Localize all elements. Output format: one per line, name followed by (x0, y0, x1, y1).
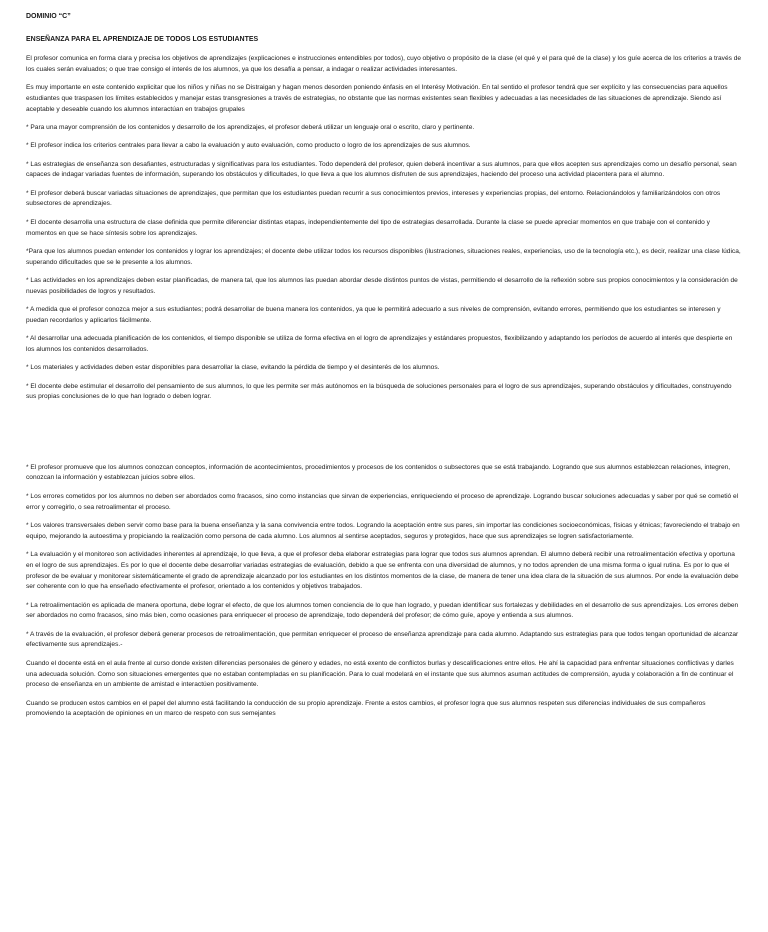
paragraph: * Los valores transversales deben servir como base para la buena enseñanza y la sana convivencia entre todos. Logrando la aceptación entre sus pares, sin importar las condiciones socioeconómicas, físicas y étnicas; favoreciendo el trabajo en equipo, mejorando la autoestima y propiciando la realización como persona de cada alumno. Los alumnos al sentirse aceptados, seguros y protegidos, hace que sus aprendizajes se logren satisfactoriamente. (26, 521, 740, 540)
paragraph: Cuando el docente está en el aula frente al curso donde existen diferencias personales de género y edades, no está exento de conflictos burlas y descalificaciones entre ellos. He ahí la capacidad para enfrentar situaciones conflictivas y darles una adecuada solución. Como son situaciones emergentes que no estaban contempladas en su planificación. Para lo cual modelará en el instante que sus alumnos asuman actitudes de comprensión, ayuda y colaboración a fin de continuar el proceso de enseñanza en un ambiente de amistad e interactúen positivamente. (26, 659, 734, 689)
paragraph: * El docente debe estimular el desarrollo del pensamiento de sus alumnos, lo que les permite ser más autónomos en la búsqueda de soluciones personales para el logro de sus aprendizajes, superando obstáculos y dificultades, construyendo sus propias conclusiones de lo que han logrado o deben lograr. (26, 382, 732, 401)
paragraph: * El profesor deberá buscar variadas situaciones de aprendizajes, que permitan que los estudiantes puedan recurrir a sus conocimientos previos, intereses y experiencias propias, del entorno. Relacionándolos y familiarizándolos con otros subsectores de aprendizajes. (26, 189, 721, 208)
paragraph: * El profesor indica los criterios centrales para llevar a cabo la evaluación y auto evaluación, como producto o logro de los aprendizajes de sus alumnos. (26, 142, 471, 150)
paragraph: * Los errores cometidos por los alumnos no deben ser abordados como fracasos, sino como instancias que sirvan de experiencias, enriqueciendo el proceso de aprendizaje. Logrando buscar soluciones adecuadas y saber por qué se cometió el error y corregirlo, o sea retroalimentar el proceso. (26, 492, 739, 511)
section-one (26, 54, 742, 403)
paragraph: * Las estrategias de enseñanza son desafiantes, estructuradas y significativas para los estudiantes. Todo dependerá del profesor, quien deberá incentivar a sus alumnos, para que ellos acepten sus aprendizajes como un desafío personal, sean capaces de indagar variadas fuentes de información, superando los obstáculos y dificultades, lo que lleva a que los alumnos disfruten de sus aprendizajes, haciendo del proceso una actividad placentera para el alumno. (26, 160, 737, 179)
paragraph: * Los materiales y actividades deben estar disponibles para desarrollar la clase, evitando la pérdida de tiempo y el desinterés de los alumnos. (26, 364, 440, 372)
paragraph: * A través de la evaluación, el profesor deberá generar procesos de retroalimentación, que permitan enriquecer el proceso de enseñanza aprendizaje para cada alumno. Adaptando sus estrategias para que todos tengan oportunidad de alcanzar efectivamente sus aprendizajes.- (26, 630, 739, 649)
section-two (26, 463, 742, 721)
paragraph: * A medida que el profesor conozca mejor a sus estudiantes; podrá desarrollar de buena manera los contenidos, ya que le permitirá adecuarlo a sus niveles de comprensión, evitando errores, permitiendo que los estudiantes se interesen y puedan recordarlos y aplicarlos fácilmente. (26, 306, 721, 324)
paragraph: El profesor comunica en forma clara y precisa los objetivos de aprendizajes (explicaciones e instrucciones entendibles por todos), cuyo objetivo o propósito de la clase (el qué y el para qué de la clase) y los guíe acerca de los criterios a través de los cuales serán evaluados; o que trae consigo el interés de los alumnos, ya que los desafía a pensar, a indagar o realizar actividades interesantes. (26, 55, 742, 73)
section-gap (26, 411, 742, 463)
paragraph: Cuando se producen estos cambios en el papel del alumno está facilitando la conducción de su propio aprendizaje. Frente a estos cambios, el profesor logra que sus alumnos respeten sus diferencias individuales de sus compañeros promoviendo la aceptación de opiniones en un marco de respeto con sus semejantes (26, 699, 706, 718)
paragraph: * La evaluación y el monitoreo son actividades inherentes al aprendizaje, lo que lleva, a que el profesor deba elaborar estrategias para lograr que todos sus alumnos aprendan. El alumno deberá recibir una retroalimentación efectiva y oportuna en el logro de sus aprendizajes. Es por lo que el docente debe desarrollar variadas estrategias de evaluación, debido a que se enfrenta con una diversidad de alumnos, y no todos aprenden de una misma forma o igual rutina. Es por lo que el profesor de be evaluar y monitorear sistemáticamente el grado de aprendizaje alcanzado por los estudiantes en los distintos momentos de la clase, de manera de tener una idea clara de la situación de sus alumnos. Por ende la evaluación debe ser coherente con lo que ha enseñado efectivamente el profesor, orientado a los contenidos y objetivos trabajados. (26, 550, 739, 591)
paragraph: * Al desarrollar una adecuada planificación de los contenidos, el tiempo disponible se utiliza de forma efectiva en el logro de aprendizajes y estándares propuestos, flexibilizando y adaptando los períodos de acuerdo al interés que despierte en los alumnos los contenidos desarrollados. (26, 335, 733, 353)
paragraph: * El profesor promueve que los alumnos conozcan conceptos, información de acontecimientos, procedimientos y procesos de los contenidos o subsectores que se está trabajando. Logrando que sus alumnos establezcan relaciones, integren, conozcan la información y establezcan juicios sobre ellos. (26, 463, 731, 482)
paragraph: * Las actividades en los aprendizajes deben estar planificadas, de manera tal, que los alumnos las puedan abordar desde distintos puntos de vistas, permitiendo el desarrollo de la reflexión sobre sus propios conocimientos y la consideración de nuevas posibilidades de logros y resultados. (26, 276, 738, 295)
paragraph: * Para una mayor comprensión de los contenidos y desarrollo de los aprendizajes, el profesor deberá utilizar un lenguaje oral o escrito, claro y pertinente. (26, 123, 475, 131)
paragraph: * El docente desarrolla una estructura de clase definida que permite diferenciar distintas etapas, independientemente del tipo de estrategias desarrollada. Durante la clase se puede apreciar momentos en que trabaje con el contenido y momentos en que se hace síntesis sobre los aprendizajes. (26, 218, 710, 237)
document-subheading: ENSEÑANZA PARA EL APRENDIZAJE DE TODOS LOS ESTUDIANTES (26, 36, 259, 43)
paragraph: * La retroalimentación es aplicada de manera oportuna, debe lograr el efecto, de que los alumnos tomen conciencia de lo que han logrado, y puedan identificar sus fortalezas y debilidades en el desarrollo de sus aprendizajes. Los errores deben ser abordados no como fracasos, sino más bien, como ocasiones para enriquecer el proceso de aprendizaje, todo dependerá del profesor; de cómo guíe, apoye y entienda a sus alumnos. (26, 601, 739, 620)
paragraph: Es muy importante en este contenido explicitar que los niños y niñas no se Distraigan y hagan menos desorden poniendo énfasis en el Interésy Motivación. En tal sentido el profesor tendrá que ser explícito y las consecuencias para aquellos estudiantes que traspasen los límites establecidos y manejar estas transgresiones a través de estrategias, no obstante que las normas existentes sean flexibles y adecuadas a las necesidades de las situaciones de aprendizaje. Siendo así aceptable y deseable cuando los alumnos interactúan en trabajos grupales (26, 84, 728, 113)
paragraph: *Para que los alumnos puedan entender los contenidos y lograr los aprendizajes; el docente debe utilizar todos los recursos disponibles (ilustraciones, situaciones reales, experiencias, uso de la tecnología etc.), es decir, realizar una clase lúdica, superando dificultades que se le presente a los alumnos. (26, 247, 741, 266)
document-heading: DOMINIO “C” (26, 13, 71, 20)
